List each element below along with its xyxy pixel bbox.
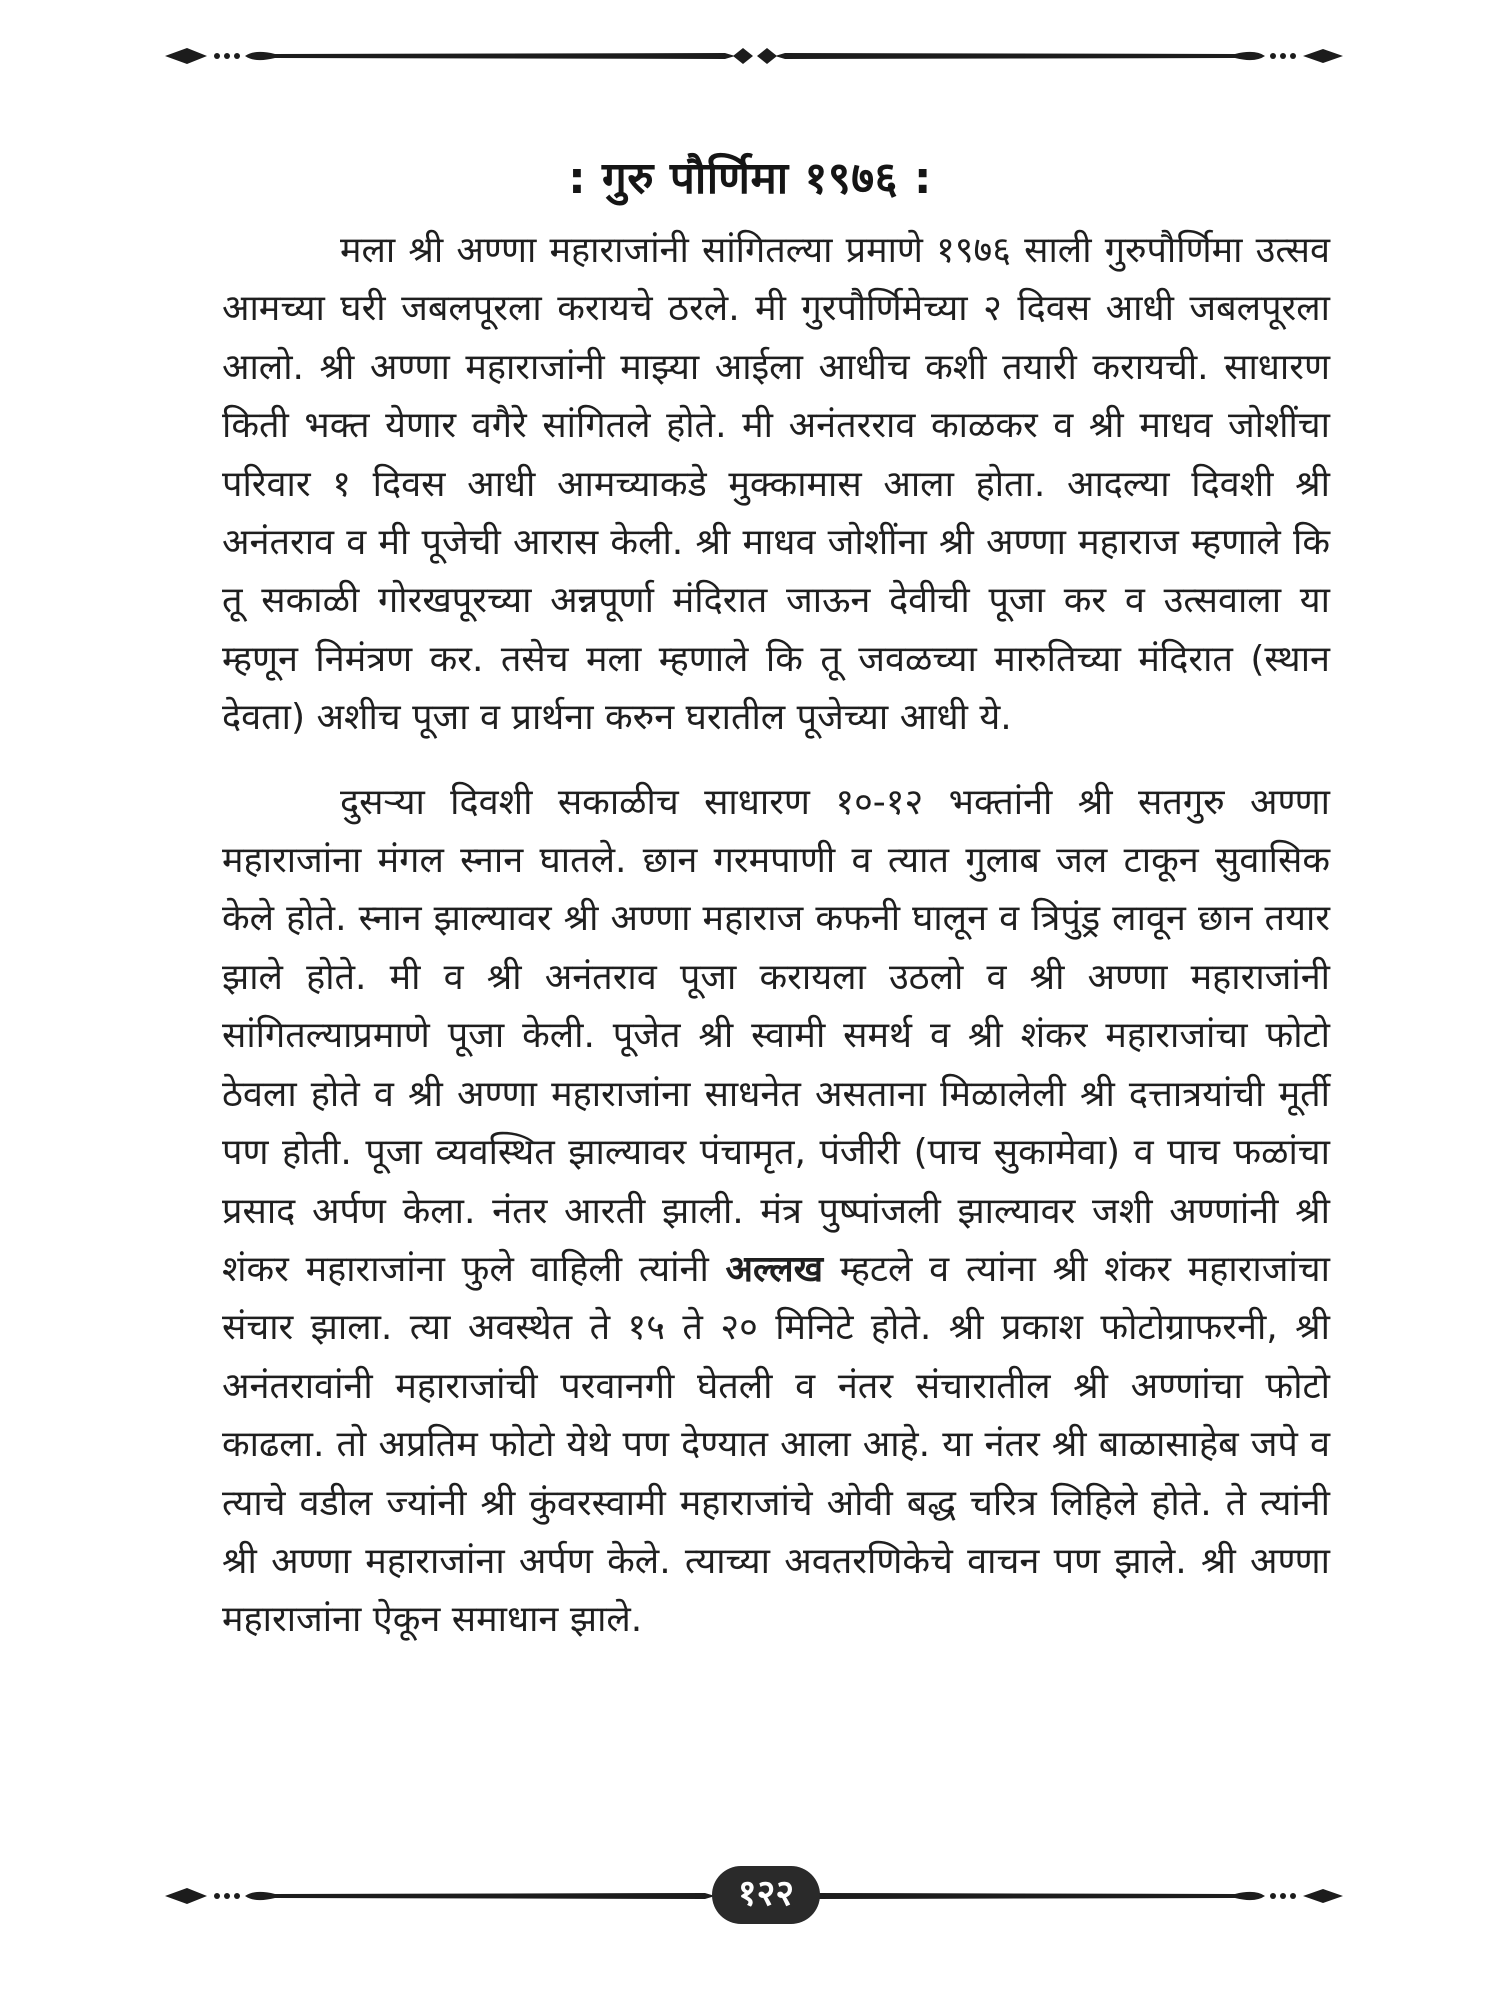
top-ornament-divider: [165, 36, 1345, 76]
page-title: : गुरु पौर्णिमा १९७६ :: [568, 153, 932, 204]
paragraph-text: म्हटले व त्यांना श्री शंकर महाराजांचा संचार झाला. त्या अवस्थेत ते १५ ते २० मिनिटे होते. श्री प्रकाश फोटोग्राफरनी, श्री अनंतरावांनी महाराजांची परवानगी घेतली व नंतर संचारातील श्री अण्णांचा फोटो काढला. तो अप्रतिम फोटो येथे पण देण्यात आला आहे. या नंतर श्री बाळासाहेब जपे व त्याचे वडील ज्यांनी श्री कुंवरस्वामी महाराजांचे ओवी बद्ध चरित्र लिहिले होते. ते त्यांनी श्री अण्णा महाराजांना अर्पण केले. त्याच्या अवतरणिकेचे वाचन पण झाले. श्री अण्णा महाराजांना ऐकून समाधान झाले.: [222, 1248, 1330, 1641]
paragraph-text: मला श्री अण्णा महाराजांनी सांगितल्या प्रमाणे १९७६ साली गुरुपौर्णिमा उत्सव आमच्या घरी जबलपूरला करायचे ठरले. मी गुरपौर्णिमेच्या २ दिवस आधी जबलपूरला आलो. श्री अण्णा महाराजांनी माझ्या आईला आधीच कशी तयारी करायची. साधारण किती भक्त येणार वगैरे सांगितले होते. मी अनंतरराव काळकर व श्री माधव जोशींचा परिवार १ दिवस आधी आमच्याकडे मुक्कामास आला होता. आदल्या दिवशी श्री अनंतराव व मी पूजेची आरास केली. श्री माधव जोशींना श्री अण्णा महाराज म्हणाले कि तू सकाळी गोरखपूरच्या अन्नपूर्णा मंदिरात जाऊन देवीची पूजा कर व उत्सवाला या म्हणून निमंत्रण कर. तसेच मला म्हणाले कि तू जवळच्या मारुतिच्या मंदिरात (स्थान देवता) अशीच पूजा व प्रार्थना करुन घरातील पूजेच्या आधी ये.: [222, 230, 1330, 739]
paragraph: [222, 774, 1330, 1650]
article-body: [222, 222, 1330, 1650]
emphasized-word: अल्लख: [725, 1248, 824, 1290]
paragraph-text: दुसऱ्या दिवशी सकाळीच साधारण १०-१२ भक्तांनी श्री सतगुरु अण्णा महाराजांना मंगल स्नान घातले. छान गरमपाणी व त्यात गुलाब जल टाकून सुवासिक केले होते. स्नान झाल्यावर श्री अण्णा महाराज कफनी घालून व त्रिपुंड्र लावून छान तयार झाले होते. मी व श्री अनंतराव पूजा करायला उठलो व श्री अण्णा महाराजांनी सांगितल्याप्रमाणे पूजा केली. पूजेत श्री स्वामी समर्थ व श्री शंकर महाराजांचा फोटो ठेवला होते व श्री अण्णा महाराजांना साधनेत असताना मिळालेली श्री दत्तात्रयांची मूर्ती पण होती. पूजा व्यवस्थित झाल्यावर पंचामृत, पंजीरी (पाच सुकामेवा) व पाच फळांचा प्रसाद अर्पण केला. नंतर आरती झाली. मंत्र पुष्पांजली झाल्यावर जशी अण्णांनी श्री शंकर महाराजांना फुले वाहिली त्यांनी: [222, 781, 1330, 1290]
paragraph: [222, 222, 1330, 748]
page-number: १२२: [712, 1866, 820, 1924]
